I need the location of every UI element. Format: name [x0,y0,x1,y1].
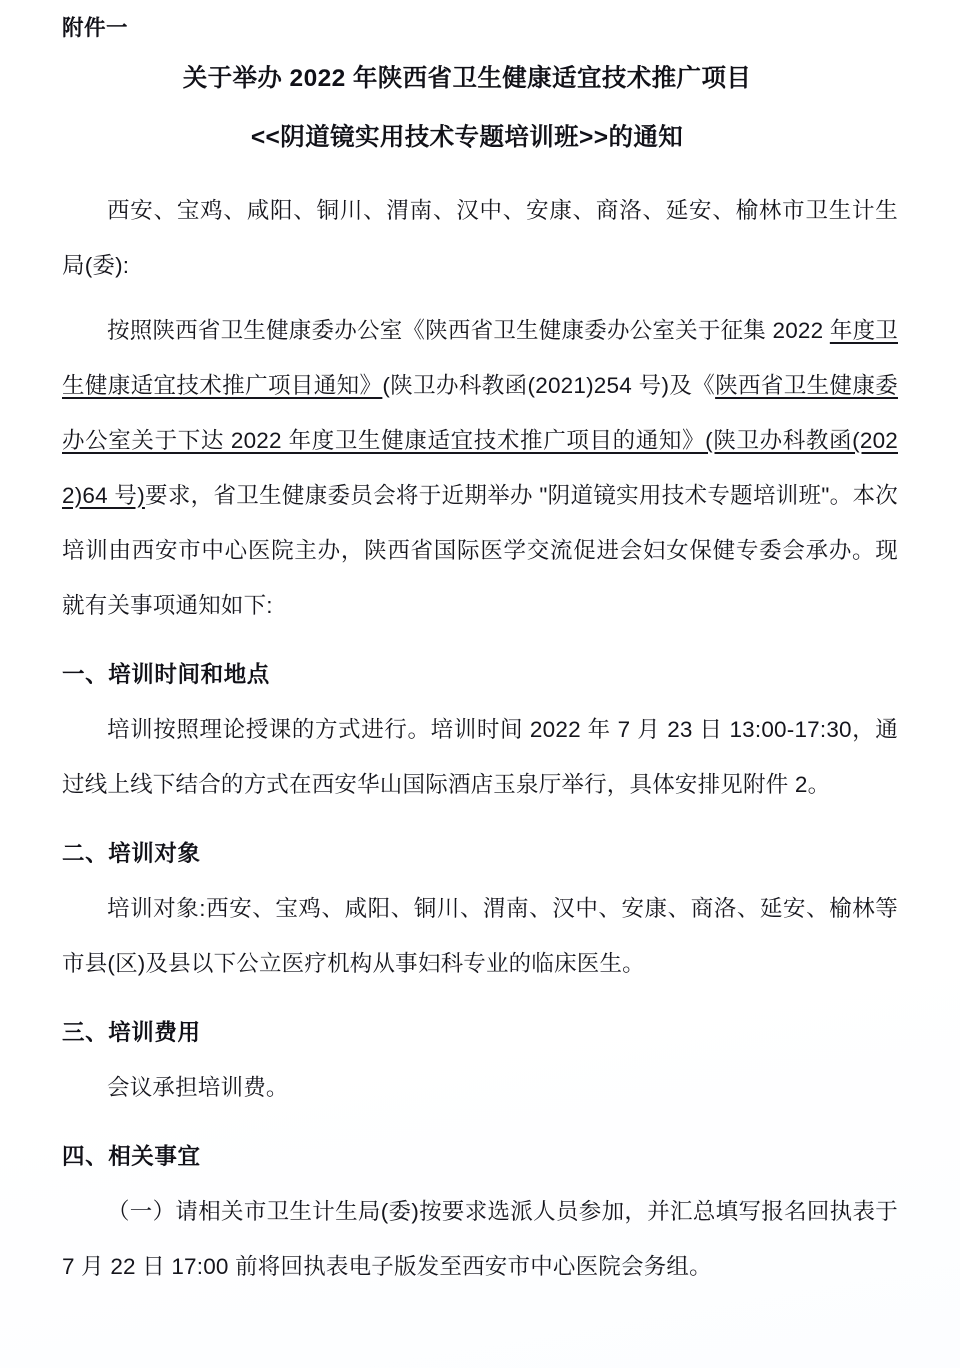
intro-underlined-1: 年度卫生健康适宜技术推广项目通知》 [62,317,898,398]
section-body-2: 培训对象:西安、宝鸡、咸阳、铜川、渭南、汉中、安康、商洛、延安、榆林等市县(区)及县以下公立医疗机构从事妇科专业的临床医生。 [62,895,898,976]
intro-underlined-2: 陕西省卫生健康委办公室关于下达 2022 年度卫生健康适宜技术推广项目的通知》(陕卫办科教函(2022)64 号) [62,372,898,508]
section-heading-2: 二、培训对象 [62,840,201,866]
attachment-label: 附件一 [62,16,129,40]
intro-plain-2: (陕卫办科教函(2021)254 号)及《 [382,372,716,398]
spacer [62,1115,898,1129]
intro-paragraph [62,303,898,633]
document-title-line-2: <<阴道镜实用技术专题培训班>>的通知 [250,124,684,152]
section-body-3: 会议承担培训费。 [107,1074,289,1100]
intro-plain-3: 要求，省卫生健康委员会将于近期举办 "阴道镜实用技术专题培训班"。本次培训由西安市中心医院主办，陕西省国际医学交流促进会妇女保健专委会承办。现就有关事项通知如下: [62,482,898,618]
recipient-line: 西安、宝鸡、咸阳、铜川、渭南、汉中、安康、商洛、延安、榆林市卫生计生局(委): [62,197,898,278]
section-heading-3: 三、培训费用 [62,1019,201,1045]
document-content [62,16,898,1294]
intro-plain-1: 按照陕西省卫生健康委办公室《陕西省卫生健康委办公室关于征集 2022 [107,317,830,343]
section-body-1: 培训按照理论授课的方式进行。培训时间 2022 年 7 月 23 日 13:00-17:30，通过线上线下结合的方式在西安华山国际酒店玉泉厅举行，具体安排见附件 2。 [62,716,898,797]
section-heading-1: 一、培训时间和地点 [62,661,270,687]
section-body-4: （一）请相关市卫生计生局(委)按要求选派人员参加，并汇总填写报名回执表于 7 月 22 日 17:00 前将回执表电子版发至西安市中心医院会务组。 [62,1198,898,1279]
spacer [62,991,898,1005]
document-title [62,64,898,153]
spacer [62,633,898,647]
spacer [62,293,898,303]
spacer [62,812,898,826]
document-title-line-1: 关于举办 2022 年陕西省卫生健康适宜技术推广项目 [182,64,752,92]
section-heading-4: 四、相关事宜 [62,1143,201,1169]
